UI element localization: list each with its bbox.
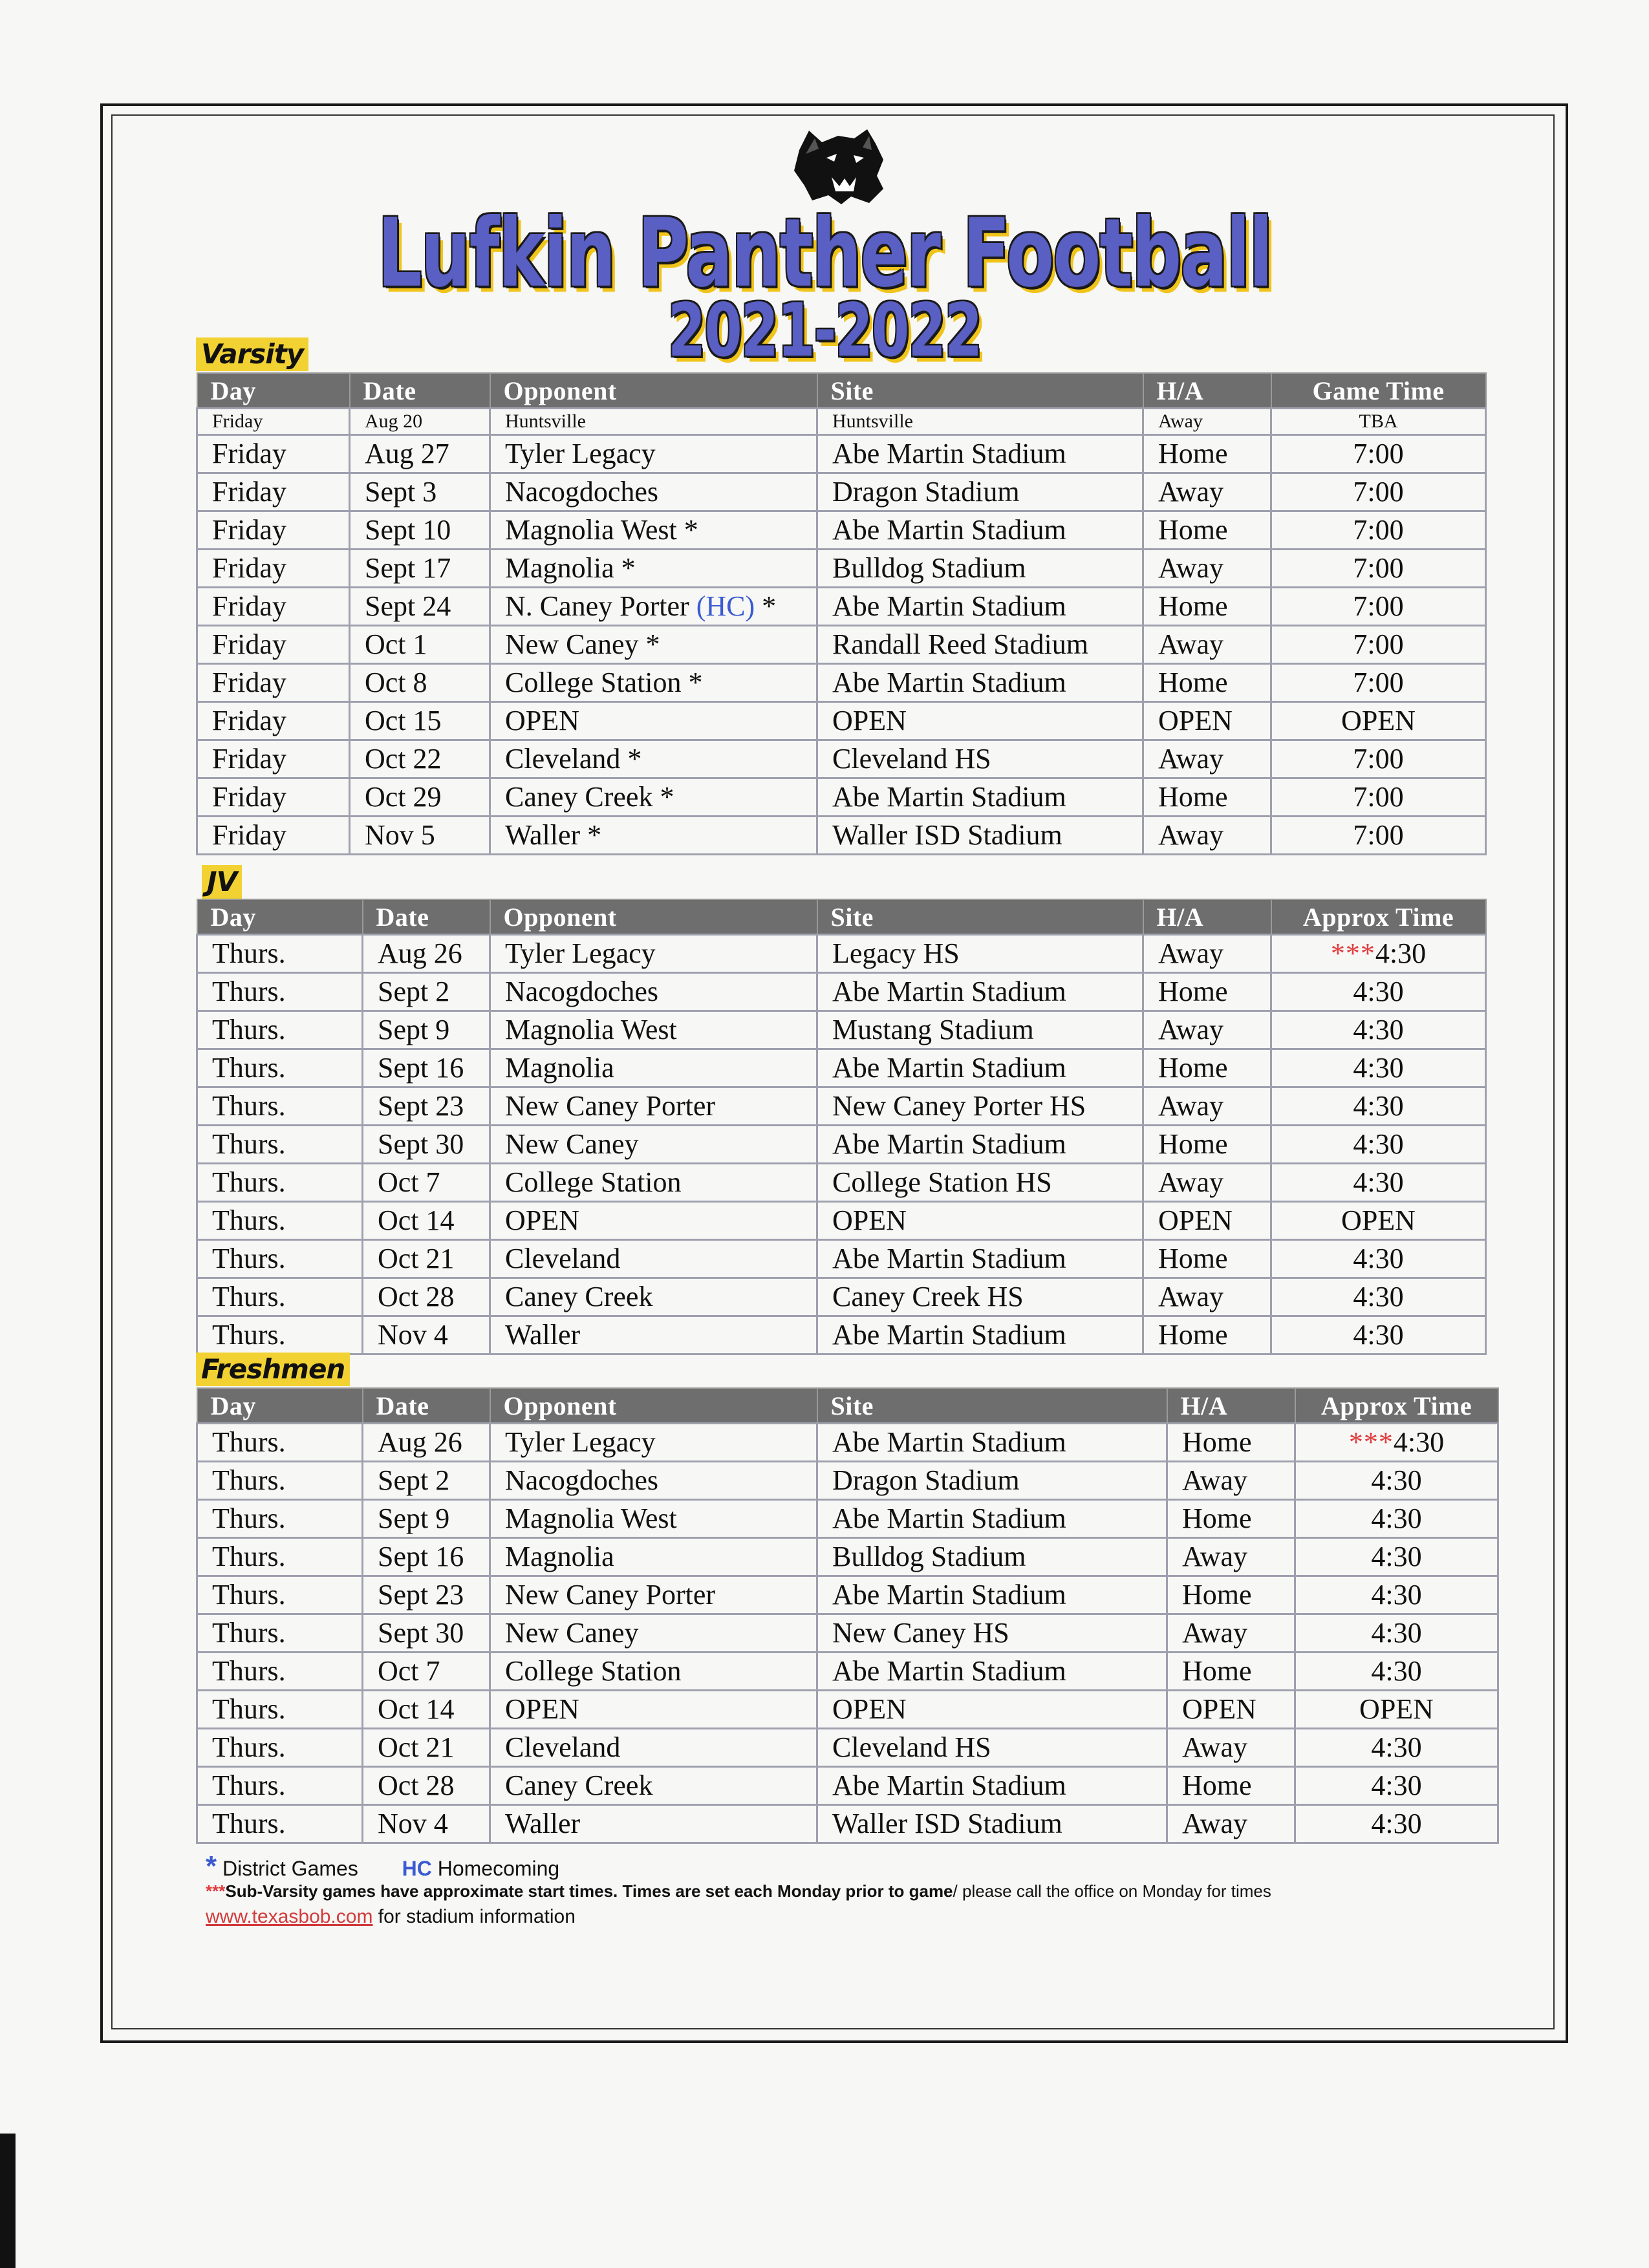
table-row bbox=[197, 1126, 1486, 1164]
cell-time: 7:00 bbox=[1271, 473, 1486, 511]
cell-day: Friday bbox=[197, 702, 350, 740]
cell-opponent: Magnolia West bbox=[490, 1500, 817, 1538]
cell-site: Mustang Stadium bbox=[817, 1011, 1143, 1049]
cell-day: Thurs. bbox=[197, 1164, 363, 1202]
cell-date: Oct 21 bbox=[363, 1240, 490, 1278]
table-row bbox=[197, 1424, 1498, 1462]
subvarsity-note bbox=[206, 1881, 1271, 1901]
cell-day: Thurs. bbox=[197, 1424, 363, 1462]
cell-time: OPEN bbox=[1271, 1202, 1486, 1240]
cell-ha: Away bbox=[1167, 1614, 1295, 1653]
cell-site: OPEN bbox=[817, 702, 1143, 740]
cell-time: 4:30 bbox=[1271, 1087, 1486, 1126]
cell-opponent: New Caney Porter bbox=[490, 1087, 817, 1126]
cell-opponent: New Caney bbox=[490, 1126, 817, 1164]
cell-date: Sept 2 bbox=[363, 973, 490, 1011]
col-opponent: Opponent bbox=[490, 373, 817, 409]
table-row bbox=[197, 1316, 1486, 1354]
cell-site: Abe Martin Stadium bbox=[817, 1316, 1143, 1354]
cell-opponent: N. Caney Porter (HC) * bbox=[490, 588, 817, 626]
cell-time: 4:30 bbox=[1295, 1729, 1498, 1767]
cell-opponent: OPEN bbox=[490, 1202, 817, 1240]
cell-day: Thurs. bbox=[197, 1538, 363, 1576]
cell-date: Aug 26 bbox=[363, 935, 490, 973]
cell-opponent: OPEN bbox=[490, 702, 817, 740]
cell-time: 7:00 bbox=[1271, 550, 1486, 588]
cell-opponent: New Caney Porter bbox=[490, 1576, 817, 1614]
cell-date: Sept 9 bbox=[363, 1500, 490, 1538]
cell-day: Thurs. bbox=[197, 935, 363, 973]
jv-schedule-table bbox=[196, 899, 1487, 1355]
col-opponent: Opponent bbox=[490, 1388, 817, 1424]
table-row bbox=[197, 1462, 1498, 1500]
cell-ha: Away bbox=[1143, 817, 1271, 855]
cell-opponent: Nacogdoches bbox=[490, 973, 817, 1011]
cell-date: Sept 3 bbox=[350, 473, 490, 511]
district-text: District Games bbox=[222, 1857, 358, 1880]
cell-ha: Home bbox=[1167, 1653, 1295, 1691]
table-row bbox=[197, 702, 1486, 740]
cell-date: Sept 10 bbox=[350, 511, 490, 550]
cell-time: ***4:30 bbox=[1295, 1424, 1498, 1462]
cell-day: Thurs. bbox=[197, 973, 363, 1011]
cell-site: Huntsville bbox=[817, 409, 1143, 435]
cell-date: Oct 8 bbox=[350, 664, 490, 702]
cell-day: Friday bbox=[197, 778, 350, 817]
cell-date: Oct 7 bbox=[363, 1653, 490, 1691]
col-date: Date bbox=[350, 373, 490, 409]
table-row bbox=[197, 1614, 1498, 1653]
cell-time: 4:30 bbox=[1271, 1240, 1486, 1278]
cell-day: Thurs. bbox=[197, 1691, 363, 1729]
cell-opponent: OPEN bbox=[490, 1691, 817, 1729]
col-site: Site bbox=[817, 373, 1143, 409]
cell-date: Nov 4 bbox=[363, 1805, 490, 1843]
cell-ha: Away bbox=[1143, 1164, 1271, 1202]
cell-opponent: Magnolia West * bbox=[490, 511, 817, 550]
cell-ha: Away bbox=[1167, 1729, 1295, 1767]
cell-date: Oct 28 bbox=[363, 1278, 490, 1316]
cell-opponent: Cleveland * bbox=[490, 740, 817, 778]
table-header-row bbox=[197, 899, 1486, 935]
cell-site: Waller ISD Stadium bbox=[817, 817, 1143, 855]
cell-opponent: Caney Creek bbox=[490, 1767, 817, 1805]
cell-site: Abe Martin Stadium bbox=[817, 1049, 1143, 1087]
cell-day: Friday bbox=[197, 626, 350, 664]
cell-opponent: Nacogdoches bbox=[490, 1462, 817, 1500]
cell-date: Aug 26 bbox=[363, 1424, 490, 1462]
cell-ha: Away bbox=[1143, 1011, 1271, 1049]
cell-date: Sept 23 bbox=[363, 1087, 490, 1126]
table-row bbox=[197, 1278, 1486, 1316]
cell-date: Sept 9 bbox=[363, 1011, 490, 1049]
cell-opponent: College Station bbox=[490, 1164, 817, 1202]
cell-time: 4:30 bbox=[1271, 1278, 1486, 1316]
cell-opponent: Magnolia * bbox=[490, 550, 817, 588]
cell-opponent: Tyler Legacy bbox=[490, 435, 817, 473]
cell-day: Thurs. bbox=[197, 1767, 363, 1805]
cell-date: Aug 27 bbox=[350, 435, 490, 473]
cell-ha: Home bbox=[1143, 664, 1271, 702]
cell-site: Abe Martin Stadium bbox=[817, 1500, 1167, 1538]
cell-date: Sept 2 bbox=[363, 1462, 490, 1500]
col-time: Game Time bbox=[1271, 373, 1486, 409]
table-row bbox=[197, 409, 1486, 435]
cell-ha: Away bbox=[1143, 550, 1271, 588]
cell-site: Abe Martin Stadium bbox=[817, 664, 1143, 702]
cell-day: Friday bbox=[197, 550, 350, 588]
cell-day: Friday bbox=[197, 740, 350, 778]
cell-ha: Away bbox=[1143, 473, 1271, 511]
cell-opponent: Magnolia West bbox=[490, 1011, 817, 1049]
cell-date: Oct 28 bbox=[363, 1767, 490, 1805]
cell-time: 7:00 bbox=[1271, 435, 1486, 473]
cell-time: 4:30 bbox=[1295, 1500, 1498, 1538]
cell-day: Thurs. bbox=[197, 1202, 363, 1240]
cell-date: Oct 14 bbox=[363, 1691, 490, 1729]
cell-opponent: New Caney bbox=[490, 1614, 817, 1653]
cell-opponent: Waller bbox=[490, 1805, 817, 1843]
cell-date: Aug 20 bbox=[350, 409, 490, 435]
homecoming-tag: HC bbox=[402, 1857, 432, 1880]
website-link[interactable]: www.texasbob.com bbox=[206, 1906, 373, 1927]
cell-day: Thurs. bbox=[197, 1087, 363, 1126]
cell-time: 4:30 bbox=[1271, 1126, 1486, 1164]
subvarsity-rest: / please call the office on Monday for times bbox=[953, 1881, 1271, 1901]
col-date: Date bbox=[363, 1388, 490, 1424]
cell-ha: Home bbox=[1167, 1424, 1295, 1462]
cell-date: Sept 17 bbox=[350, 550, 490, 588]
cell-day: Thurs. bbox=[197, 1278, 363, 1316]
table-row bbox=[197, 1691, 1498, 1729]
cell-ha: Home bbox=[1143, 435, 1271, 473]
cell-day: Friday bbox=[197, 817, 350, 855]
cell-site: Abe Martin Stadium bbox=[817, 588, 1143, 626]
cell-opponent: Huntsville bbox=[490, 409, 817, 435]
cell-site: Abe Martin Stadium bbox=[817, 435, 1143, 473]
table-row bbox=[197, 1240, 1486, 1278]
cell-site: Legacy HS bbox=[817, 935, 1143, 973]
table-row bbox=[197, 664, 1486, 702]
homecoming-text: Homecoming bbox=[437, 1857, 560, 1880]
cell-ha: Away bbox=[1143, 1087, 1271, 1126]
cell-ha: Away bbox=[1143, 740, 1271, 778]
cell-site: Abe Martin Stadium bbox=[817, 1767, 1167, 1805]
cell-opponent: Waller * bbox=[490, 817, 817, 855]
cell-site: Abe Martin Stadium bbox=[817, 1653, 1167, 1691]
cell-date: Sept 24 bbox=[350, 588, 490, 626]
cell-opponent: Cleveland bbox=[490, 1240, 817, 1278]
page-title: Lufkin Panther Football bbox=[377, 199, 1272, 308]
cell-ha: Home bbox=[1143, 1049, 1271, 1087]
table-row bbox=[197, 1202, 1486, 1240]
cell-time: 4:30 bbox=[1295, 1462, 1498, 1500]
cell-time: 4:30 bbox=[1271, 1011, 1486, 1049]
cell-site: Randall Reed Stadium bbox=[817, 626, 1143, 664]
cell-ha: OPEN bbox=[1167, 1691, 1295, 1729]
col-day: Day bbox=[197, 899, 363, 935]
table-row bbox=[197, 1011, 1486, 1049]
cell-site: OPEN bbox=[817, 1202, 1143, 1240]
cell-day: Thurs. bbox=[197, 1653, 363, 1691]
cell-opponent: College Station bbox=[490, 1653, 817, 1691]
table-row bbox=[197, 740, 1486, 778]
cell-site: Cleveland HS bbox=[817, 740, 1143, 778]
cell-ha: Home bbox=[1167, 1500, 1295, 1538]
cell-opponent: Magnolia bbox=[490, 1049, 817, 1087]
cell-site: Abe Martin Stadium bbox=[817, 1576, 1167, 1614]
cell-site: Abe Martin Stadium bbox=[817, 1240, 1143, 1278]
cell-ha: OPEN bbox=[1143, 1202, 1271, 1240]
col-day: Day bbox=[197, 1388, 363, 1424]
table-row bbox=[197, 1087, 1486, 1126]
homecoming-marker: (HC) bbox=[696, 590, 755, 622]
cell-day: Friday bbox=[197, 409, 350, 435]
cell-site: Abe Martin Stadium bbox=[817, 1126, 1143, 1164]
cell-opponent: Nacogdoches bbox=[490, 473, 817, 511]
cell-site: Abe Martin Stadium bbox=[817, 1424, 1167, 1462]
cell-date: Sept 23 bbox=[363, 1576, 490, 1614]
cell-ha: OPEN bbox=[1143, 702, 1271, 740]
table-row bbox=[197, 435, 1486, 473]
col-site: Site bbox=[817, 899, 1143, 935]
cell-site: Cleveland HS bbox=[817, 1729, 1167, 1767]
table-row bbox=[197, 626, 1486, 664]
cell-day: Thurs. bbox=[197, 1614, 363, 1653]
col-site: Site bbox=[817, 1388, 1167, 1424]
district-note bbox=[206, 1850, 559, 1883]
district-star: * bbox=[206, 1850, 217, 1882]
freshmen-label: Freshmen bbox=[196, 1353, 350, 1386]
approx-time-marker: *** bbox=[1330, 937, 1375, 969]
cell-site: Bulldog Stadium bbox=[817, 1538, 1167, 1576]
table-row bbox=[197, 1729, 1498, 1767]
table-row bbox=[197, 1049, 1486, 1087]
cell-day: Thurs. bbox=[197, 1462, 363, 1500]
cell-time: 7:00 bbox=[1271, 511, 1486, 550]
cell-site: Caney Creek HS bbox=[817, 1278, 1143, 1316]
cell-time: 4:30 bbox=[1271, 1316, 1486, 1354]
cell-time: 7:00 bbox=[1271, 817, 1486, 855]
freshmen-schedule-table bbox=[196, 1387, 1499, 1844]
cell-time: TBA bbox=[1271, 409, 1486, 435]
cell-date: Oct 14 bbox=[363, 1202, 490, 1240]
cell-time: 7:00 bbox=[1271, 778, 1486, 817]
cell-site: Abe Martin Stadium bbox=[817, 973, 1143, 1011]
cell-time: 7:00 bbox=[1271, 740, 1486, 778]
cell-site: Abe Martin Stadium bbox=[817, 511, 1143, 550]
cell-time: 4:30 bbox=[1271, 1164, 1486, 1202]
cell-ha: Away bbox=[1143, 626, 1271, 664]
col-ha: H/A bbox=[1143, 373, 1271, 409]
cell-site: Bulldog Stadium bbox=[817, 550, 1143, 588]
cell-date: Sept 30 bbox=[363, 1126, 490, 1164]
cell-time: 7:00 bbox=[1271, 664, 1486, 702]
scan-edge bbox=[0, 2134, 16, 2268]
panther-head-icon bbox=[786, 124, 890, 208]
cell-day: Friday bbox=[197, 664, 350, 702]
cell-day: Thurs. bbox=[197, 1500, 363, 1538]
table-row bbox=[197, 1500, 1498, 1538]
cell-time: OPEN bbox=[1271, 702, 1486, 740]
subvarsity-asterisks: *** bbox=[206, 1881, 226, 1901]
cell-day: Friday bbox=[197, 511, 350, 550]
cell-opponent: College Station * bbox=[490, 664, 817, 702]
table-row bbox=[197, 473, 1486, 511]
cell-day: Friday bbox=[197, 435, 350, 473]
cell-date: Oct 1 bbox=[350, 626, 490, 664]
cell-day: Friday bbox=[197, 588, 350, 626]
table-row bbox=[197, 588, 1486, 626]
cell-site: Waller ISD Stadium bbox=[817, 1805, 1167, 1843]
cell-site: Abe Martin Stadium bbox=[817, 778, 1143, 817]
cell-ha: Away bbox=[1167, 1462, 1295, 1500]
cell-date: Sept 16 bbox=[363, 1538, 490, 1576]
cell-date: Sept 30 bbox=[363, 1614, 490, 1653]
col-time: Approx Time bbox=[1271, 899, 1486, 935]
cell-ha: Home bbox=[1143, 1126, 1271, 1164]
cell-date: Oct 21 bbox=[363, 1729, 490, 1767]
table-row bbox=[197, 1538, 1498, 1576]
cell-ha: Away bbox=[1143, 935, 1271, 973]
cell-ha: Away bbox=[1167, 1805, 1295, 1843]
table-row bbox=[197, 1767, 1498, 1805]
cell-time: 4:30 bbox=[1271, 1049, 1486, 1087]
cell-time: 4:30 bbox=[1295, 1538, 1498, 1576]
table-row bbox=[197, 1576, 1498, 1614]
table-header-row bbox=[197, 1388, 1498, 1424]
cell-ha: Home bbox=[1143, 973, 1271, 1011]
cell-ha: Away bbox=[1143, 1278, 1271, 1316]
cell-date: Oct 15 bbox=[350, 702, 490, 740]
cell-ha: Home bbox=[1143, 588, 1271, 626]
cell-ha: Home bbox=[1143, 1240, 1271, 1278]
cell-day: Thurs. bbox=[197, 1011, 363, 1049]
table-header-row bbox=[197, 373, 1486, 409]
cell-opponent: Waller bbox=[490, 1316, 817, 1354]
cell-site: New Caney HS bbox=[817, 1614, 1167, 1653]
cell-day: Thurs. bbox=[197, 1049, 363, 1087]
cell-site: Dragon Stadium bbox=[817, 1462, 1167, 1500]
table-row bbox=[197, 1653, 1498, 1691]
cell-opponent: New Caney * bbox=[490, 626, 817, 664]
season-year: 2021-2022 bbox=[667, 287, 982, 374]
cell-site: Dragon Stadium bbox=[817, 473, 1143, 511]
cell-ha: Home bbox=[1143, 511, 1271, 550]
col-ha: H/A bbox=[1143, 899, 1271, 935]
cell-day: Thurs. bbox=[197, 1805, 363, 1843]
col-date: Date bbox=[363, 899, 490, 935]
cell-time: ***4:30 bbox=[1271, 935, 1486, 973]
table-row bbox=[197, 778, 1486, 817]
cell-ha: Home bbox=[1143, 1316, 1271, 1354]
subvarsity-bold: Sub-Varsity games have approximate start times. Times are set each Monday prior to game bbox=[225, 1881, 953, 1901]
cell-date: Nov 4 bbox=[363, 1316, 490, 1354]
table-row bbox=[197, 935, 1486, 973]
approx-time-marker: *** bbox=[1348, 1426, 1394, 1458]
cell-time: 7:00 bbox=[1271, 626, 1486, 664]
table-row bbox=[197, 550, 1486, 588]
cell-date: Oct 29 bbox=[350, 778, 490, 817]
cell-site: New Caney Porter HS bbox=[817, 1087, 1143, 1126]
cell-time: 4:30 bbox=[1271, 973, 1486, 1011]
col-ha: H/A bbox=[1167, 1388, 1295, 1424]
cell-opponent: Magnolia bbox=[490, 1538, 817, 1576]
col-opponent: Opponent bbox=[490, 899, 817, 935]
cell-day: Thurs. bbox=[197, 1240, 363, 1278]
cell-ha: Home bbox=[1167, 1576, 1295, 1614]
cell-date: Nov 5 bbox=[350, 817, 490, 855]
table-row bbox=[197, 973, 1486, 1011]
cell-opponent: Tyler Legacy bbox=[490, 1424, 817, 1462]
col-day: Day bbox=[197, 373, 350, 409]
col-time: Approx Time bbox=[1295, 1388, 1498, 1424]
varsity-schedule-table bbox=[196, 372, 1487, 855]
cell-day: Thurs. bbox=[197, 1576, 363, 1614]
cell-site: OPEN bbox=[817, 1691, 1167, 1729]
website-note bbox=[206, 1906, 576, 1928]
cell-time: 4:30 bbox=[1295, 1614, 1498, 1653]
cell-time: 4:30 bbox=[1295, 1653, 1498, 1691]
cell-opponent: Tyler Legacy bbox=[490, 935, 817, 973]
cell-opponent: Caney Creek * bbox=[490, 778, 817, 817]
cell-date: Sept 16 bbox=[363, 1049, 490, 1087]
table-row bbox=[197, 1805, 1498, 1843]
website-text: for stadium information bbox=[372, 1906, 576, 1927]
varsity-label: Varsity bbox=[196, 337, 308, 371]
cell-time: OPEN bbox=[1295, 1691, 1498, 1729]
cell-site: College Station HS bbox=[817, 1164, 1143, 1202]
cell-day: Friday bbox=[197, 473, 350, 511]
cell-time: 4:30 bbox=[1295, 1576, 1498, 1614]
cell-date: Oct 22 bbox=[350, 740, 490, 778]
cell-ha: Home bbox=[1143, 778, 1271, 817]
cell-time: 4:30 bbox=[1295, 1767, 1498, 1805]
cell-time: 7:00 bbox=[1271, 588, 1486, 626]
table-row bbox=[197, 1164, 1486, 1202]
cell-ha: Away bbox=[1167, 1538, 1295, 1576]
cell-ha: Away bbox=[1143, 409, 1271, 435]
jv-label: JV bbox=[202, 865, 242, 899]
cell-date: Oct 7 bbox=[363, 1164, 490, 1202]
cell-day: Thurs. bbox=[197, 1126, 363, 1164]
table-row bbox=[197, 511, 1486, 550]
cell-opponent: Cleveland bbox=[490, 1729, 817, 1767]
table-row bbox=[197, 817, 1486, 855]
cell-ha: Home bbox=[1167, 1767, 1295, 1805]
cell-opponent: Caney Creek bbox=[490, 1278, 817, 1316]
cell-day: Thurs. bbox=[197, 1729, 363, 1767]
cell-time: 4:30 bbox=[1295, 1805, 1498, 1843]
cell-day: Thurs. bbox=[197, 1316, 363, 1354]
